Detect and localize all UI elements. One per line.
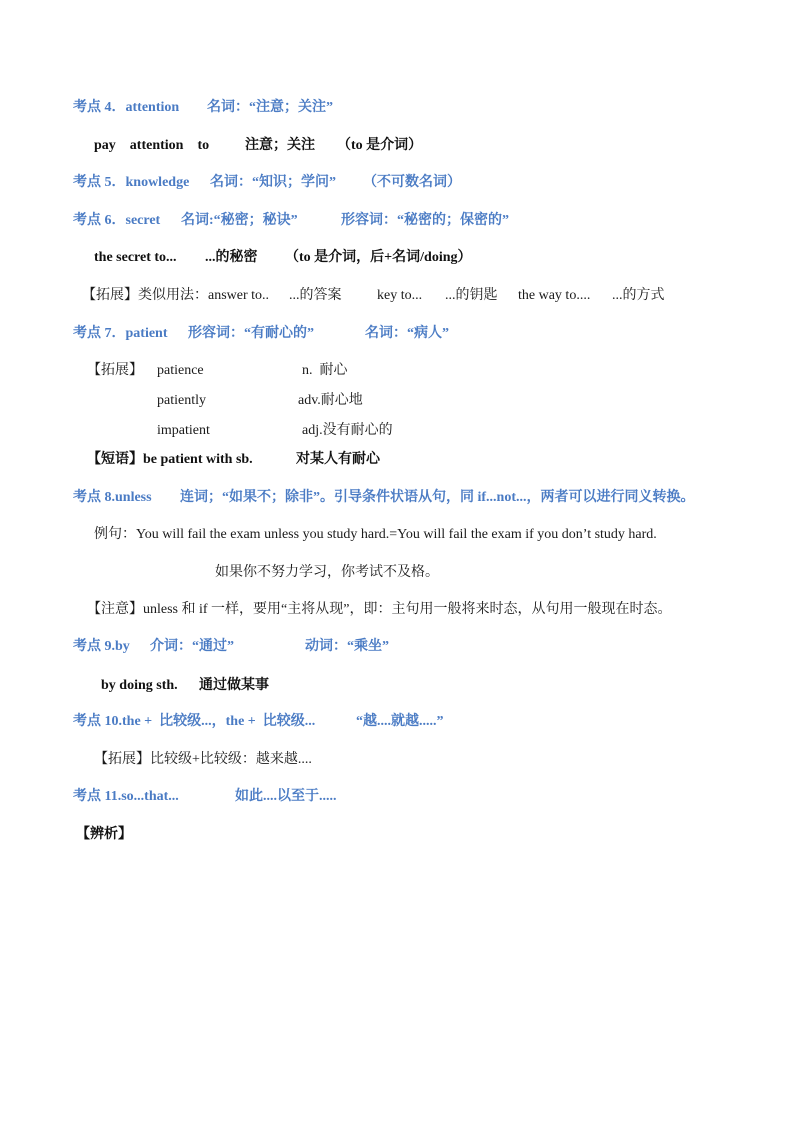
kp8-meaning: 连词；“如果不；除非”。引导条件状语从句，同 if...not...，两者可以进行同义转换。 xyxy=(180,490,695,505)
kp7-ext-meaning: adv.耐心地 xyxy=(298,393,363,408)
kp4-phrase-en: pay attention to xyxy=(94,138,210,153)
kp8-note-text: 【注意】unless 和 if 一样，要用“主将从现”，即：主句用一般将来时态，从句用一般现在时态。 xyxy=(87,602,672,617)
kp9-phrase-en: by doing sth. xyxy=(101,678,178,693)
kp6-ext-b-en: key to... xyxy=(377,288,423,303)
kp7-ext-word: impatient xyxy=(157,423,210,438)
kp6-noun: 名词:“秘密；秘诀” xyxy=(181,213,298,228)
kp4-phrase-note: （to 是介词） xyxy=(337,138,423,153)
kp7-noun: 名词：“病人” xyxy=(365,326,449,341)
kp4-meaning: 名词：“注意；关注” xyxy=(207,100,333,115)
kp8-example-en: 例句：You will fail the exam unless you study hard.=You will fail the exam if you don’t study hard. xyxy=(94,527,657,542)
kp4-phrase-cn: 注意；关注 xyxy=(245,138,315,153)
kp9-prep: 介词：“通过” xyxy=(150,639,234,654)
kp6-phrase-note: （to 是介词，后+名词/doing） xyxy=(285,250,472,265)
kp10-meaning: “越....就越.....” xyxy=(356,714,444,729)
kp7-ext-word: patiently xyxy=(157,393,206,408)
kp7-ext-label: 【拓展】 xyxy=(87,363,143,378)
kp8-title: 考点 8.unless xyxy=(73,490,152,505)
analysis-label: 【辨析】 xyxy=(76,827,132,842)
kp9-phrase-cn: 通过做某事 xyxy=(199,678,269,693)
kp7-ext-word: patience xyxy=(157,363,204,378)
kp11-title: 考点 11.so...that... xyxy=(73,789,179,804)
kp7-title: 考点 7．patient xyxy=(73,326,168,341)
kp6-phrase-en: the secret to... xyxy=(94,250,177,265)
kp7-adj: 形容词：“有耐心的” xyxy=(188,326,314,341)
kp6-title: 考点 6．secret xyxy=(73,213,161,228)
kp10-ext-text: 【拓展】比较级+比较级：越来越.... xyxy=(94,752,312,767)
kp6-ext-c-en: the way to.... xyxy=(518,288,591,303)
kp6-ext-a-cn: ...的答案 xyxy=(289,288,342,303)
kp7-ext-meaning: adj.没有耐心的 xyxy=(302,423,393,438)
kp5-title: 考点 5．knowledge xyxy=(73,175,190,190)
kp8-example-cn: 如果你不努力学习，你考试不及格。 xyxy=(215,565,439,580)
kp6-ext-c-cn: ...的方式 xyxy=(612,288,665,303)
kp9-verb: 动词：“乘坐” xyxy=(305,639,389,654)
kp6-phrase-cn: ...的秘密 xyxy=(205,250,258,265)
kp4-title: 考点 4．attention xyxy=(73,100,180,115)
kp7-phrase-en: 【短语】be patient with sb. xyxy=(87,452,253,467)
kp6-adj: 形容词：“秘密的；保密的” xyxy=(341,213,509,228)
kp10-title: 考点 10.the + 比较级...，the + 比较级... xyxy=(73,714,316,729)
kp11-meaning: 如此....以至于..... xyxy=(235,789,337,804)
kp7-ext-meaning: n. 耐心 xyxy=(302,363,348,378)
kp5-meaning: 名词：“知识；学问” xyxy=(210,175,336,190)
kp6-ext-b-cn: ...的钥匙 xyxy=(445,288,498,303)
kp9-title: 考点 9.by xyxy=(73,639,130,654)
kp6-ext-label: 【拓展】类似用法：answer to.. xyxy=(82,288,270,303)
kp7-phrase-cn: 对某人有耐心 xyxy=(296,452,380,467)
kp5-note: （不可数名词） xyxy=(363,175,461,190)
